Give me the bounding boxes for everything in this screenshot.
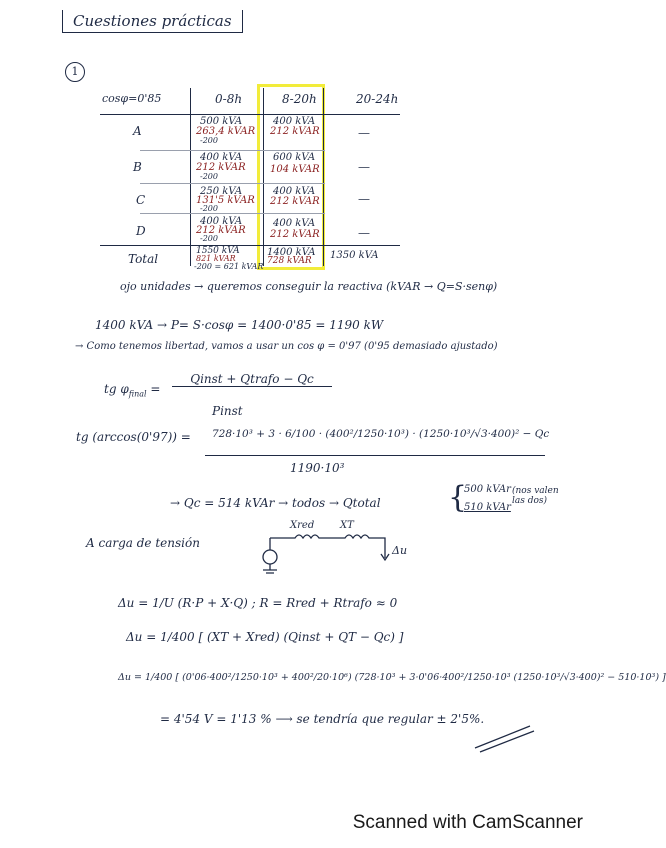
cell-b-c1-l3: -200 — [200, 172, 218, 181]
du-equation-2: Δu = 1/400 [ (XT + Xred) (Qinst + QT − Qc) ] — [126, 630, 404, 644]
arccos-lhs: tg (arccos(0'97)) = — [76, 430, 191, 444]
cell-total-c3: 1350 kVA — [330, 250, 379, 261]
col-header-2: 8-20h — [282, 92, 317, 106]
double-underline — [470, 716, 540, 756]
row-label-a: A — [133, 124, 142, 138]
row-label-b: B — [133, 160, 142, 174]
table-vline-2 — [263, 88, 264, 266]
arccos-fraction-bar — [205, 455, 545, 456]
brace-note: (nos valen las dos) — [512, 486, 559, 506]
tg-fraction — [172, 372, 332, 387]
col-header-1: 0-8h — [215, 92, 243, 106]
cell-total-c1-l2: 821 kVAR — [196, 254, 236, 263]
tg-denominator: Pinst — [212, 404, 243, 418]
arccos-denominator: 1190·10³ — [290, 461, 345, 475]
cell-total-c2-l1: 1400 kVA — [267, 247, 316, 258]
table-total-rule — [100, 245, 400, 246]
active-power-equation: 1400 kVA → P= S·cosφ = 1400·0'85 = 1190 kW — [95, 318, 384, 332]
row-rule-1 — [140, 150, 325, 151]
col-header-3: 20-24h — [356, 92, 399, 106]
cell-a-c1-l3: -200 — [200, 136, 218, 145]
xred-label: Xred — [290, 520, 315, 531]
cell-total-c1-l3: -200 = 621 kVAR — [194, 262, 264, 271]
cell-a-c1-l2: 263,4 kVAR — [196, 126, 256, 137]
cell-total-c1-l1: 1550 kVA — [196, 246, 240, 256]
cell-b-c1-l1: 400 kVA — [200, 152, 243, 163]
row-rule-3 — [140, 213, 325, 214]
cell-d-c1-l1: 400 kVA — [200, 216, 243, 227]
table-vline-1 — [190, 88, 191, 266]
column-highlight — [257, 84, 325, 270]
cell-c-c1-l1: 250 kVA — [200, 186, 243, 197]
page-title: Cuestiones prácticas — [62, 10, 243, 33]
curly-brace: { — [448, 480, 468, 515]
cell-a-c2-l2: 212 kVAR — [270, 126, 320, 137]
tg-lhs: tg $\varphi_{final}$ = — [104, 382, 161, 399]
cell-d-c1-l3: -200 — [200, 234, 218, 243]
tg-lhs-sub: final — [128, 389, 147, 399]
cell-a-c2-l1: 400 kVA — [273, 116, 316, 127]
table-vline-3 — [323, 88, 324, 266]
tg-numerator: Qinst + Qtrafo − Qc — [172, 372, 332, 387]
scanner-watermark: Scanned with CamScanner — [352, 812, 583, 833]
du-equation-1: Δu = 1/U (R·P + X·Q) ; R = Rred + Rtrafo ≈ 0 — [118, 596, 398, 610]
du-result: = 4'54 V = 1'13 % ⟶ se tendría que regular ± 2'5%. — [160, 712, 485, 726]
freedom-note: → Como tenemos libertad, vamos a usar un cos φ = 0'97 (0'95 demasiado ajustado) — [75, 341, 498, 352]
du-arrow-label: Δu — [392, 544, 408, 557]
row-label-total: Total — [128, 252, 159, 266]
tg-lhs-text: tg φ — [104, 382, 129, 396]
row-label-c: C — [136, 193, 146, 207]
qc-result: → Qc = 514 kVAr → todos → Qtotal — [170, 496, 381, 510]
table-header-rule — [100, 114, 400, 115]
cell-b-c3: — — [358, 160, 370, 174]
cell-c-c2-l1: 400 kVA — [273, 186, 316, 197]
arccos-numerator: 728·10³ + 3 · 6/100 · (400²/1250·10³) · (1250·10³/√3·400)² − Qc — [212, 428, 550, 440]
cell-a-c3: — — [358, 126, 370, 140]
cell-b-c1-l2: 212 kVAR — [196, 162, 246, 173]
du-equation-3: Δu = 1/400 [ (0'06·400²/1250·10³ + 400²/20·10⁶) (728·10³ + 3·0'06·400²/1250·10³ (1250·10³/√3·400)² − 510·10³) ] — [118, 672, 666, 683]
cell-b-c2-l1: 600 kVA — [273, 152, 316, 163]
cell-d-c2-l1: 400 kVA — [273, 218, 316, 229]
cell-d-c3: — — [358, 226, 370, 240]
units-note: ojo unidades → queremos conseguir la reactiva (kVAR → Q=S·senφ) — [120, 280, 498, 293]
cell-c-c2-l2: 212 kVAR — [270, 196, 320, 207]
cell-c-c1-l3: -200 — [200, 204, 218, 213]
cell-c-c3: — — [358, 192, 370, 206]
cell-c-c1-l2: 131'5 kVAR — [196, 195, 255, 206]
table-corner: cosφ=0'85 — [102, 92, 162, 105]
circuit-diagram — [250, 528, 400, 578]
xt-label: XT — [340, 520, 354, 531]
cell-d-c1-l2: 212 kVAR — [196, 225, 246, 236]
problem-number: 1 — [65, 62, 85, 82]
row-rule-2 — [140, 183, 325, 184]
cell-b-c2-l2: 104 kVAR — [270, 164, 320, 175]
cell-d-c2-l2: 212 kVAR — [270, 229, 320, 240]
cell-total-c2-l2: 728 kVAR — [267, 256, 312, 266]
cell-a-c1-l1: 500 kVA — [200, 116, 243, 127]
option-510: 510 kVAr — [464, 502, 511, 513]
option-500: 500 kVAr — [464, 484, 511, 495]
carga-label: A carga de tensión — [86, 536, 200, 550]
row-label-d: D — [136, 224, 146, 238]
